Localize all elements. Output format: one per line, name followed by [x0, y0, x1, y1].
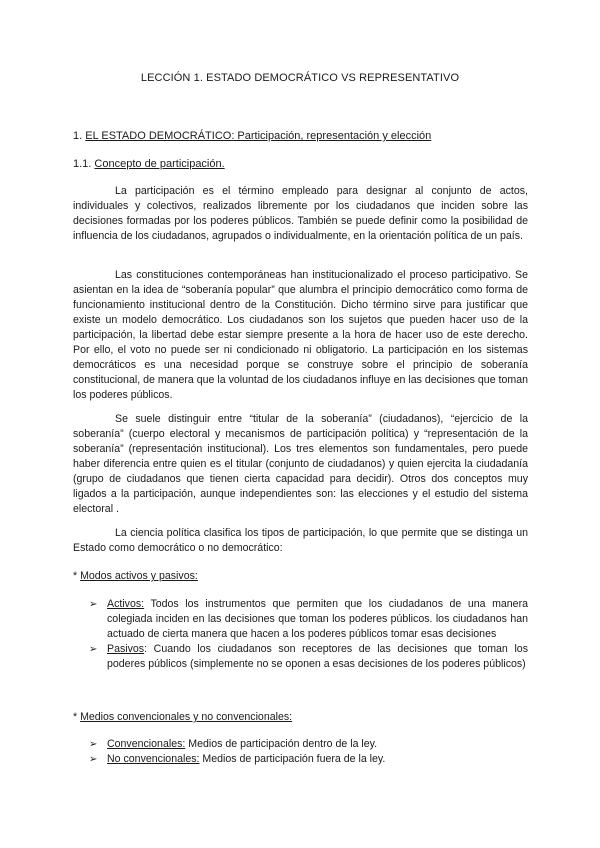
- paragraph-classification: La ciencia política clasifica los tipos de participación, lo que permite que se distinga un Estado como democrático o no democrático:: [73, 527, 528, 554]
- list-item: [73, 737, 528, 752]
- modos-list: [73, 597, 528, 672]
- paragraph-sovereignty: Se suele distinguir entre “titular de la soberanía” (ciudadanos), “ejercicio de la soberanía” (cuerpo electoral y mecanismos de participación política) y “representación de la soberanía” (representación institucional). Los tres elementos son fundamentales, pero puede haber diferencia entre quien es el titular (conjunto de ciudadanos) y quien ejercita la ciudadanía (grupo de ciudadanos que tienen cierta capacidad para decidir). Otros dos conceptos muy ligados a la participación, aunque independientes son: las elecciones y el estudio del sistema electoral .: [73, 413, 528, 515]
- item-term: Convencionales:: [107, 738, 186, 750]
- asterisk-prefix: *: [73, 570, 81, 582]
- paragraph-definition: La participación es el término empleado para designar al conjunto de actos, individuales y colectivos, realizados libremente por los ciudadanos que inciden sobre las decisiones formadas por los poderes públicos. También se puede definir como la posibilidad de influencia de los ciudadanos, agrupados o individualmente, en la orientación política de un país.: [73, 185, 528, 242]
- item-text: Medios de participación fuera de la ley.: [199, 753, 386, 765]
- list-item: [73, 597, 528, 642]
- arrow-bullet-icon: ➢: [89, 754, 98, 765]
- section-title: EL ESTADO DEMOCRÁTICO: Participación, representación y elección: [85, 130, 432, 142]
- item-text: Medios de participación dentro de la ley.: [185, 738, 378, 750]
- subsection-number: 1.1.: [73, 158, 92, 170]
- medios-list: [73, 737, 528, 767]
- document-title: LECCIÓN 1. ESTADO DEMOCRÁTICO VS REPRESENTATIVO: [140, 72, 460, 84]
- paragraph-constitutions: Las constituciones contemporáneas han institucionalizado el proceso participativo. Se asientan en la idea de “soberanía popular” que alumbra el principio democrático como forma de funcionamiento institucional dentro de la Constitución. Dicho término sirve para justificar que existe un modelo democrático. Los ciudadanos son los sujetos que pueden hacer uso de la participación, la libertad debe estar siempre presente a la hora de hacer uso de este derecho. Por ello, el voto no puede ser ni condicionado ni obligatorio. La participación en los sistemas democráticos es una necesidad porque se construye sobre el principio de soberanía constitucional, de manera que la voluntad de los ciudadanos influye en las decisiones que toman los poderes públicos.: [73, 269, 528, 401]
- medios-title: Medios convencionales y no convencionales:: [80, 711, 293, 723]
- item-text: Todos los instrumentos que permiten que los ciudadanos de una manera colegiada inciden en las decisiones que toman los poderes públicos. los ciudadanos han actuado de cierta manera que hacen a los poderes públicos tomar esas decisiones: [107, 598, 528, 640]
- arrow-bullet-icon: ➢: [89, 644, 98, 655]
- item-term: Pasivos: [107, 643, 145, 655]
- subsection-title: Concepto de participación.: [94, 158, 225, 170]
- item-term: Activos:: [107, 598, 145, 610]
- item-term: No convencionales:: [107, 753, 200, 765]
- section-heading-1-1: [73, 158, 225, 170]
- section-heading-1: [73, 130, 431, 142]
- medios-heading: [73, 711, 292, 723]
- item-text: : Cuando los ciudadanos son receptores de las decisiones que toman los poderes públicos (simplemente no se oponen a esas decisiones de los poderes públicos): [107, 643, 528, 670]
- modos-title: Modos activos y pasivos:: [80, 570, 198, 582]
- asterisk-prefix: *: [73, 711, 81, 723]
- list-item: [73, 752, 528, 767]
- arrow-bullet-icon: ➢: [89, 599, 98, 610]
- section-number: 1.: [73, 130, 83, 142]
- modos-heading: [73, 570, 198, 582]
- list-item: [73, 642, 528, 672]
- arrow-bullet-icon: ➢: [89, 739, 98, 750]
